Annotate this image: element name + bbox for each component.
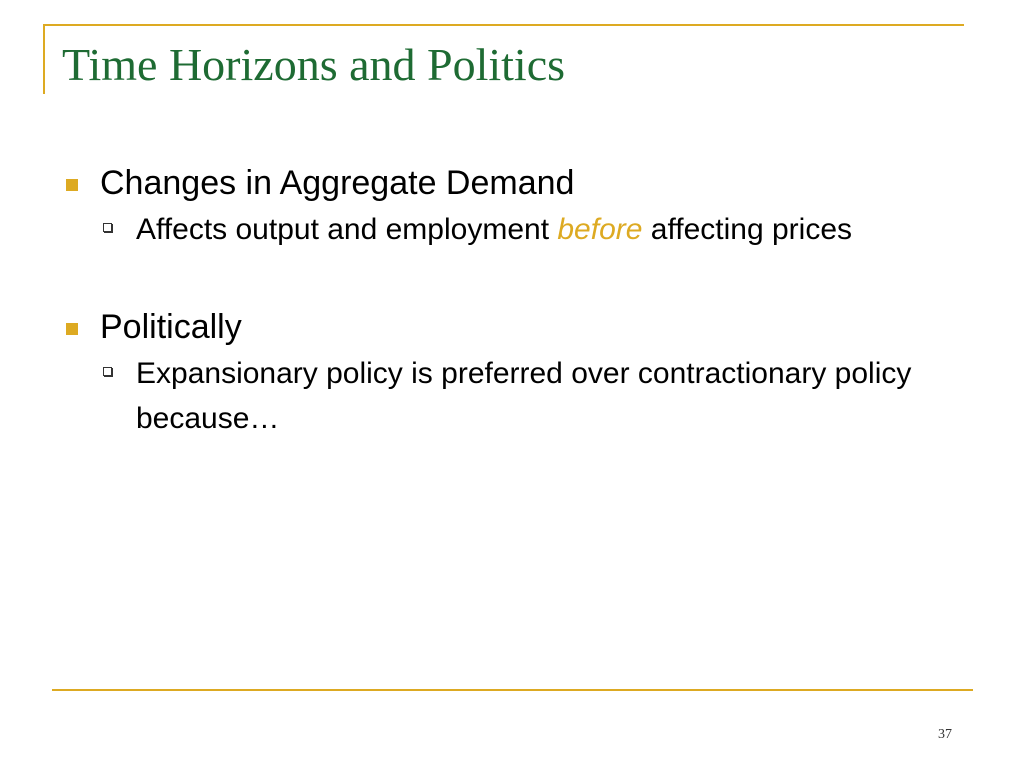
sub-bullet-text-start: Affects output and employment [136, 213, 558, 247]
bullet-text: Politically [100, 308, 242, 347]
bullet-text: Changes in Aggregate Demand [100, 164, 575, 202]
footer-line [52, 689, 973, 691]
bullet-item-level2 [62, 207, 962, 252]
bullet-group-aggregate-demand [62, 164, 962, 252]
slide-title: Time Horizons and Politics [62, 39, 566, 90]
page-number: 37 [938, 727, 952, 742]
bullet-group-politically [62, 308, 962, 441]
bullet-item-level1 [62, 164, 962, 203]
sub-bullet-text-end: affecting prices [642, 213, 853, 247]
hollow-square-bullet-icon [103, 367, 112, 376]
bullet-item-level1 [62, 308, 962, 347]
sub-bullet-text: Expansionary policy is preferred over contractionary policy because… [136, 357, 912, 436]
left-frame-line [43, 24, 45, 94]
emphasis-text: before [557, 213, 643, 247]
top-frame-line [43, 24, 964, 26]
square-bullet-icon [66, 323, 78, 335]
bullet-item-level2 [62, 351, 962, 441]
square-bullet-icon [66, 179, 78, 191]
slide-content [62, 164, 962, 441]
hollow-square-bullet-icon [103, 223, 112, 232]
